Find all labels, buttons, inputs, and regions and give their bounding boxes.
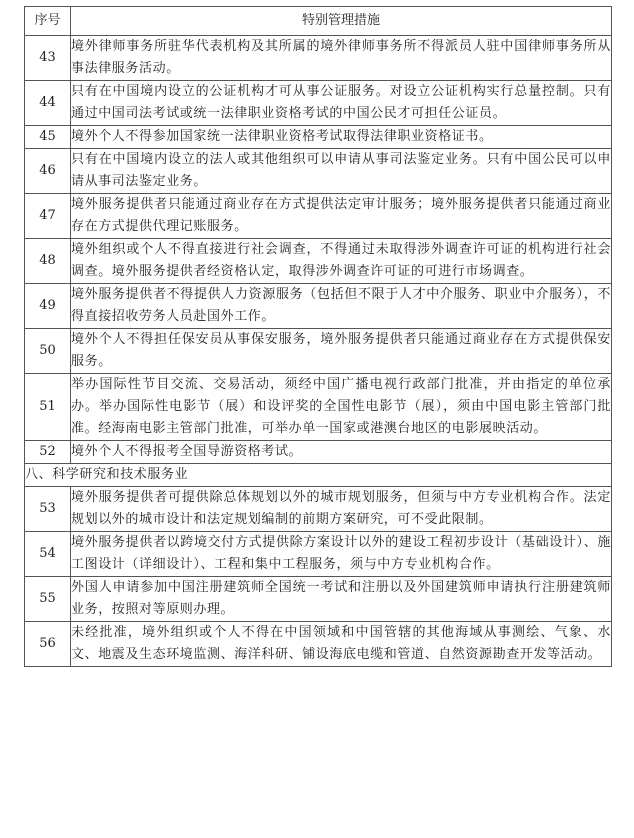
row-measure-text: 境外个人不得报考全国导游资格考试。 [71, 441, 612, 464]
row-measure-text: 未经批准，境外组织或个人不得在中国领域和中国管辖的其他海域从事测绘、气象、水文、地震及生态环境监测、海洋科研、铺设海底电缆和管道、自然资源勘查开发等活动。 [71, 622, 612, 667]
row-number: 53 [25, 487, 71, 532]
table-row [25, 81, 612, 126]
row-number: 44 [25, 81, 71, 126]
table-row [25, 194, 612, 239]
row-number: 49 [25, 284, 71, 329]
section-title: 八、科学研究和技术服务业 [25, 464, 612, 487]
table-row [25, 36, 612, 81]
row-measure-text: 境外服务提供者只能通过商业存在方式提供法定审计服务；境外服务提供者只能通过商业存在方式提供代理记账服务。 [71, 194, 612, 239]
row-measure-text: 举办国际性节目交流、交易活动，须经中国广播电视行政部门批准，并由指定的单位承办。举办国际性电影节（展）和设评奖的全国性电影节（展），须由中国电影主管部门批准。经海南电影主管部门批准，可举办单一国家或港澳台地区的电影展映活动。 [71, 374, 612, 441]
row-number: 50 [25, 329, 71, 374]
table-row [25, 622, 612, 667]
row-measure-text: 境外服务提供者可提供除总体规划以外的城市规划服务，但须与中方专业机构合作。法定规划以外的城市设计和法定规划编制的前期方案研究，可不受此限制。 [71, 487, 612, 532]
table-row [25, 441, 612, 464]
row-number: 43 [25, 36, 71, 81]
row-number: 51 [25, 374, 71, 441]
table-row [25, 329, 612, 374]
row-measure-text: 境外个人不得参加国家统一法律职业资格考试取得法律职业资格证书。 [71, 126, 612, 149]
row-number: 54 [25, 532, 71, 577]
row-measure-text: 境外组织或个人不得直接进行社会调查，不得通过未取得涉外调查许可证的机构进行社会调查。境外服务提供者经资格认定，取得涉外调查许可证的可进行市场调查。 [71, 239, 612, 284]
row-measure-text: 只有在中国境内设立的法人或其他组织可以申请从事司法鉴定业务。只有中国公民可以申请从事司法鉴定业务。 [71, 149, 612, 194]
row-measure-text: 境外律师事务所驻华代表机构及其所属的境外律师事务所不得派员人驻中国律师事务所从事法律服务活动。 [71, 36, 612, 81]
special-measures-table [24, 6, 612, 667]
table-row [25, 487, 612, 532]
table-row [25, 532, 612, 577]
row-measure-text: 境外服务提供者不得提供人力资源服务（包括但不限于人才中介服务、职业中介服务），不得直接招收劳务人员赴国外工作。 [71, 284, 612, 329]
row-measure-text: 只有在中国境内设立的公证机构才可从事公证服务。对设立公证机构实行总量控制。只有通过中国司法考试或统一法律职业资格考试的中国公民才可担任公证员。 [71, 81, 612, 126]
table-header-row [25, 7, 612, 36]
row-number: 55 [25, 577, 71, 622]
table-row [25, 577, 612, 622]
table-row [25, 284, 612, 329]
row-number: 45 [25, 126, 71, 149]
table-row [25, 149, 612, 194]
table-row [25, 126, 612, 149]
row-measure-text: 外国人申请参加中国注册建筑师全国统一考试和注册以及外国建筑师申请执行注册建筑师业务，按照对等原则办理。 [71, 577, 612, 622]
table-row [25, 374, 612, 441]
row-measure-text: 境外服务提供者以跨境交付方式提供除方案设计以外的建设工程初步设计（基础设计）、施工图设计（详细设计）、工程和集中工程服务，须与中方专业机构合作。 [71, 532, 612, 577]
row-number: 56 [25, 622, 71, 667]
section-row [25, 464, 612, 487]
row-number: 47 [25, 194, 71, 239]
header-serial-number: 序号 [25, 7, 71, 36]
header-special-measures: 特别管理措施 [71, 7, 612, 36]
row-number: 52 [25, 441, 71, 464]
row-number: 46 [25, 149, 71, 194]
table-row [25, 239, 612, 284]
row-measure-text: 境外个人不得担任保安员从事保安服务，境外服务提供者只能通过商业存在方式提供保安服务。 [71, 329, 612, 374]
row-number: 48 [25, 239, 71, 284]
